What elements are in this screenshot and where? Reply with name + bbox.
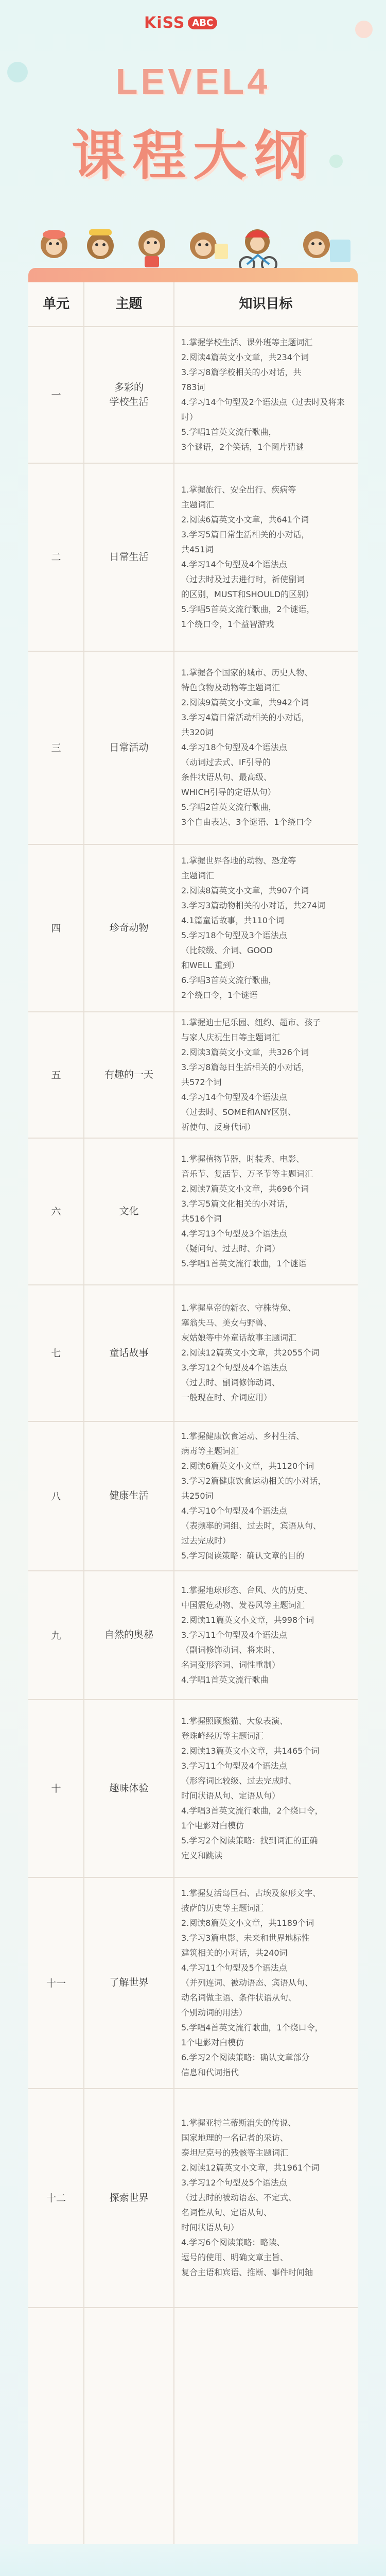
decor-bubble bbox=[355, 21, 373, 38]
goal-item: 3.学习11个句型及4个语法点 （形容词比较级、过去完成时、 时间状语从句、定语从句） bbox=[181, 1760, 297, 1801]
cell-topic: 日常活动 bbox=[109, 741, 149, 753]
cell-goals bbox=[174, 463, 358, 651]
table-row bbox=[28, 1877, 358, 2089]
goal-item: 3.学习4篇日常活动相关的小对话， 共320词 bbox=[181, 713, 310, 737]
goal-item: 1.掌握迪士尼乐园、纽约、超市、孩子 与家人庆祝生日等主题词汇 bbox=[181, 1017, 321, 1042]
goal-item: 1.掌握亚特兰蒂斯消失的传说、 国家地理的一名记者的采访、 泰坦尼克号的残骸等主题词汇 bbox=[181, 2118, 296, 2158]
goal-item: 6.学习2个阅读策略：确认文章部分 信息和代词指代 bbox=[181, 2052, 310, 2077]
cell-unit: 十 bbox=[51, 1783, 61, 1794]
cell-goals bbox=[174, 1699, 358, 1877]
goals-list bbox=[174, 665, 318, 829]
goal-item: 5.学习2个阅读策略：找到词汇的正确 定义和跳读 bbox=[181, 1835, 318, 1860]
cell-topic: 健康生活 bbox=[109, 1490, 149, 1501]
goal-item: 1.掌握旅行、安全出行、疾病等 主题词汇 bbox=[181, 484, 296, 510]
header-goals: 知识目标 bbox=[239, 296, 293, 312]
cell-topic: 珍奇动物 bbox=[109, 922, 149, 934]
goal-item: 3.学习11个句型及4个语法点 （副词修饰动词、将来时、 名词变形容词、词性重制） bbox=[181, 1630, 287, 1670]
goal-item: 6.学唱3首英文流行歌曲， 2个绕口令，1个谜语 bbox=[181, 975, 277, 1000]
goal-item: 3.学习12个句型及5个语法点 （过去时的被动语态、不定式、 名词性从句、定语从句、 时间状语从句） bbox=[181, 2178, 297, 2232]
goal-item: 5.学唱4首英文流行歌曲，1个绕口令， 1个电影对白模仿 bbox=[181, 2022, 323, 2047]
monkey-icon bbox=[87, 229, 114, 259]
goal-item: 3.学习8篇每日生活相关的小对话， 共572个词 bbox=[181, 1062, 310, 1087]
table-row bbox=[28, 844, 358, 1012]
table-row bbox=[28, 1699, 358, 1878]
top-header bbox=[0, 0, 386, 49]
cell-unit: 一 bbox=[51, 389, 61, 401]
table-row bbox=[28, 2088, 358, 2308]
cell-unit: 六 bbox=[51, 1206, 61, 1217]
goal-item: 5.学唱1首英文流行歌曲， 3个谜语，2个笑话，1个图片猜谜 bbox=[181, 427, 304, 452]
goals-list bbox=[174, 1015, 326, 1134]
goal-item: 2.阅读8篇英文小文章，共1189个词 bbox=[181, 1918, 314, 1928]
goal-item: 4.学习14个句型及4个语法点 （过去时及过去进行时，祈使副词 的区别，MUST和SHOULD的区别） bbox=[181, 559, 314, 599]
goal-item: 2.阅读9篇英文小文章，共942个词 bbox=[181, 698, 309, 707]
goals-list bbox=[174, 335, 358, 454]
syllabus-table bbox=[28, 282, 358, 2544]
goal-item: 2.阅读6篇英文小文章，共1120个词 bbox=[181, 1461, 314, 1471]
table-row bbox=[28, 1284, 358, 1422]
header-unit: 单元 bbox=[42, 296, 69, 312]
goal-item: 5.学唱2首英文流行歌曲， 3个自由表达、3个谜语、1个绕口令 bbox=[181, 802, 312, 827]
column-divider bbox=[173, 282, 174, 2544]
footer-background bbox=[0, 2544, 386, 2576]
cell-goals bbox=[174, 1011, 358, 1138]
goals-list bbox=[174, 1886, 328, 2080]
goal-item: 1.掌握健康饮食运动、乡村生活、 病毒等主题词汇 bbox=[181, 1431, 305, 1456]
goals-list bbox=[174, 482, 320, 632]
cell-unit: 八 bbox=[51, 1490, 61, 1502]
header-topic: 主题 bbox=[115, 296, 143, 312]
cell-unit: 九 bbox=[51, 1630, 61, 1641]
goal-item: 1.掌握各个国家的城市、历史人物、 特色食物及动物等主题词汇 bbox=[181, 668, 313, 692]
goal-item: 1.掌握照顾熊猫、大象表演、 登珠峰经历等主题词汇 bbox=[181, 1716, 288, 1741]
table-row bbox=[28, 1570, 358, 1700]
goal-item: 1.掌握植物节器，时装秀、电影、 音乐节、复活节、万圣节等主题词汇 bbox=[181, 1154, 313, 1179]
cell-unit: 十一 bbox=[46, 1977, 66, 1989]
cell-goals bbox=[174, 1138, 358, 1284]
cell-goals bbox=[174, 1421, 358, 1570]
goal-item: 3.学习5篇日常生活相关的小对话， 共451词 bbox=[181, 529, 310, 554]
cell-goals bbox=[174, 844, 358, 1011]
cell-topic: 趣味体验 bbox=[109, 1782, 149, 1794]
monkey-icon bbox=[303, 231, 350, 262]
banner-ground bbox=[28, 268, 358, 282]
cell-topic: 了解世界 bbox=[109, 1977, 149, 1988]
goal-item: 2.阅读8篇英文小文章，共907个词 bbox=[181, 885, 309, 895]
goal-item: 2.阅读4篇英文小文章，共234个词 bbox=[181, 352, 309, 362]
goal-item: 1.掌握复活岛巨石、古埃及象形文字、 披萨的历史等主题词汇 bbox=[181, 1888, 321, 1913]
table-row bbox=[28, 463, 358, 652]
table-row bbox=[28, 651, 358, 845]
logo-kiss: KiSS bbox=[144, 13, 185, 32]
cell-unit: 五 bbox=[51, 1070, 61, 1081]
goals-list bbox=[174, 1429, 331, 1563]
table-row bbox=[28, 1138, 358, 1285]
goal-item: 1.掌握学校生活、课外班等主题词汇 bbox=[181, 337, 313, 347]
cell-topic: 探索世界 bbox=[109, 2192, 149, 2204]
goal-item: 4.学唱3首英文流行歌曲，2个绕口令， 1个电影对白模仿 bbox=[181, 1805, 323, 1831]
cell-unit: 二 bbox=[51, 552, 61, 563]
logo-abc: ABC bbox=[188, 16, 217, 29]
goal-item: 4.学习18个句型及4个语法点 （动词过去式、IF引导的 条件状语从句、最高级、 WHICH引导的定语从句） bbox=[181, 742, 287, 797]
cell-topic: 多彩的 学校生活 bbox=[109, 381, 149, 408]
goal-item: 2.阅读6篇英文小文章，共641个词 bbox=[181, 514, 309, 524]
goals-list bbox=[174, 853, 330, 1003]
cell-unit: 十二 bbox=[46, 2193, 66, 2204]
cell-goals bbox=[174, 1284, 358, 1421]
goal-item: 4.学习10个句型及4个语法点 （表频率的词组、过去时，宾语从句、 过去完成时） bbox=[181, 1505, 322, 1546]
goal-item: 3.学习8篇学校相关的小对话，共 783词 bbox=[181, 367, 302, 392]
table-row bbox=[28, 326, 358, 464]
cell-unit: 三 bbox=[51, 742, 61, 754]
goal-item: 3.学习5篇文化相关的小对话， 共516个词 bbox=[181, 1198, 293, 1224]
goal-item: 4.学习11个句型及5个语法点 （并列连词、被动语态、宾语从句、 动名词做主语、条件状语从句、 个别动词的用法） bbox=[181, 1962, 313, 2018]
monkey-icon bbox=[190, 232, 228, 259]
goals-list bbox=[174, 1714, 328, 1863]
goal-item: 3.学习3篇动物相关的小对话，共274词 bbox=[181, 900, 325, 910]
goal-item: 3.学习2篇健康饮食运动相关的小对话， 共250词 bbox=[181, 1476, 326, 1501]
goal-item: 3.学习12个句型及4个语法点 （过去时、副词修饰动词、 一般现在时、介词应用） bbox=[181, 1363, 287, 1402]
goal-item: 5.学习阅读策略：确认文章的目的 bbox=[181, 1550, 305, 1561]
goal-item: 5.学唱1首英文流行歌曲，1个谜语 bbox=[181, 1258, 307, 1268]
page-title: 课程大纲 bbox=[71, 124, 314, 187]
cell-unit: 四 bbox=[51, 923, 61, 934]
brand-logo bbox=[144, 13, 217, 32]
goal-item: 4.学习6个阅读策略：略读、 逗号的使用、明确文章主旨、 复合主语和宾语、推断、事件时间轴 bbox=[181, 2238, 313, 2277]
goal-item: 2.阅读11篇英文小文章，共998个词 bbox=[181, 1615, 314, 1625]
monkey-characters-illustration bbox=[28, 214, 358, 276]
cell-goals bbox=[174, 1877, 358, 2088]
cell-topic: 有趣的一天 bbox=[104, 1069, 153, 1080]
goal-item: 4.学唱1首英文流行歌曲 bbox=[181, 1674, 269, 1685]
cell-topic: 日常生活 bbox=[109, 551, 149, 563]
goal-item: 2.阅读13篇英文小文章，共1465个词 bbox=[181, 1745, 320, 1756]
goal-item: 4.学习13个句型及3个语法点 （疑问句、过去时、介词） bbox=[181, 1228, 287, 1253]
goal-item: 4.学习14个句型及2个语法点（过去时及将来时） bbox=[181, 397, 345, 422]
goal-item: 1.掌握地球形态、台风、火的历史、 中国震危动物、发卷风等主题词汇 bbox=[181, 1585, 313, 1610]
goal-item: 4.学习14个句型及4个语法点 （过去时、SOME和ANY区别、 祈使句、反身代词） bbox=[181, 1092, 296, 1132]
goal-item: 5.学习18个句型及3个语法点 （比较级、介词、GOOD 和WELL 重到） bbox=[181, 930, 287, 970]
goals-list bbox=[174, 1151, 318, 1271]
cell-goals bbox=[174, 2088, 358, 2307]
monkey-icon bbox=[41, 230, 67, 258]
cell-goals bbox=[174, 1570, 358, 1699]
monkey-bicycle-icon bbox=[240, 229, 276, 272]
goal-item: 1.掌握世界各地的动物、恐龙等 主题词汇 bbox=[181, 855, 296, 880]
cell-topic: 文化 bbox=[119, 1205, 139, 1217]
cell-topic: 童话故事 bbox=[109, 1347, 149, 1359]
cell-goals bbox=[174, 326, 358, 463]
table-row bbox=[28, 1421, 358, 1571]
goals-list bbox=[174, 1583, 319, 1687]
monkey-icon bbox=[138, 230, 165, 267]
goal-item: 2.阅读7篇英文小文章，共696个词 bbox=[181, 1183, 309, 1194]
column-divider bbox=[83, 282, 84, 2544]
goal-item: 3.学习3篇电影、未来和世界地标性 建筑相关的小对话，共240词 bbox=[181, 1933, 310, 1958]
cell-topic: 自然的奥秘 bbox=[104, 1629, 153, 1640]
cell-goals bbox=[174, 651, 358, 844]
table-row bbox=[28, 1011, 358, 1139]
goal-item: 2.阅读3篇英文小文章，共326个词 bbox=[181, 1047, 309, 1057]
goals-list bbox=[174, 1300, 324, 1405]
table-header bbox=[28, 282, 358, 327]
goal-item: 5.学唱5首英文流行歌曲，2个谜语， 1个绕口令，1个益智游戏 bbox=[181, 604, 315, 629]
goals-list bbox=[174, 2115, 324, 2280]
goal-item: 2.阅读12篇英文小文章，共2055个词 bbox=[181, 1348, 320, 1358]
goal-item: 4.1篇童话故事，共110个词 bbox=[181, 915, 284, 925]
goal-item: 2.阅读12篇英文小文章，共1961个词 bbox=[181, 2163, 320, 2173]
cell-unit: 七 bbox=[51, 1348, 61, 1359]
goal-item: 1.掌握皇帝的新衣、守株待兔、 塞翁失马、美女与野兽、 灰姑娘等中外童话故事主题词汇 bbox=[181, 1303, 297, 1343]
level-title: LEVEL4 bbox=[115, 61, 271, 101]
